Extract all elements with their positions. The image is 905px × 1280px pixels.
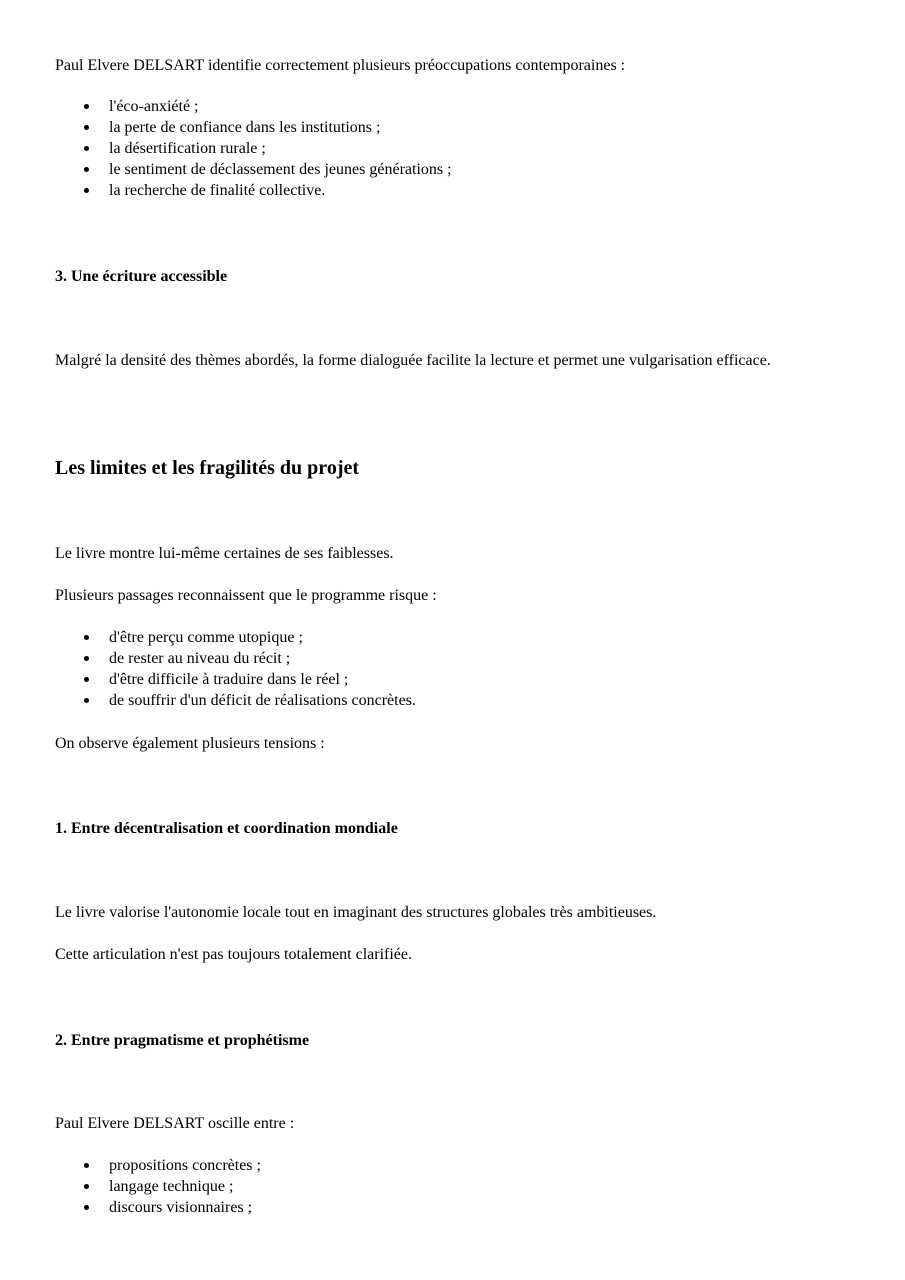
pragmatism-paragraph: Paul Elvere DELSART oscille entre : (55, 1115, 295, 1132)
list-item: la perte de confiance dans les institutions ; (55, 117, 452, 138)
bullet-icon (84, 167, 89, 172)
decentralisation-paragraph-1: Le livre valorise l'autonomie locale tout en imaginant des structures globales très ambitieuses. (55, 904, 657, 921)
section-heading-accessible: 3. Une écriture accessible (55, 268, 228, 285)
list-item: le sentiment de déclassement des jeunes générations ; (55, 159, 452, 180)
section-heading-limits: Les limites et les fragilités du projet (55, 457, 360, 479)
bullet-icon (84, 1163, 89, 1168)
section-heading-decentralisation: 1. Entre décentralisation et coordination mondiale (55, 820, 398, 837)
bullet-icon (84, 635, 89, 640)
limits-paragraph-3: On observe également plusieurs tensions : (55, 735, 325, 752)
list-item: la désertification rurale ; (55, 138, 452, 159)
list-item: l'éco-anxiété ; (55, 96, 452, 117)
bullet-icon (84, 1205, 89, 1210)
accessible-paragraph: Malgré la densité des thèmes abordés, la forme dialoguée facilite la lecture et permet une vulgarisation efficace. (55, 352, 771, 369)
section-heading-pragmatism: 2. Entre pragmatisme et prophétisme (55, 1032, 310, 1049)
intro-paragraph: Paul Elvere DELSART identifie correctement plusieurs préoccupations contemporaines : (55, 57, 626, 74)
pragmatism-list (55, 1155, 261, 1218)
concerns-list (55, 96, 452, 201)
risks-list (55, 627, 416, 711)
list-item: d'être perçu comme utopique ; (55, 627, 416, 648)
list-item: de rester au niveau du récit ; (55, 648, 416, 669)
list-item: propositions concrètes ; (55, 1155, 261, 1176)
list-item: la recherche de finalité collective. (55, 180, 452, 201)
list-item: de souffrir d'un déficit de réalisations concrètes. (55, 690, 416, 711)
limits-paragraph-2: Plusieurs passages reconnaissent que le programme risque : (55, 587, 437, 604)
bullet-icon (84, 125, 89, 130)
bullet-icon (84, 698, 89, 703)
bullet-icon (84, 188, 89, 193)
list-item: d'être difficile à traduire dans le réel ; (55, 669, 416, 690)
bullet-icon (84, 104, 89, 109)
limits-paragraph-1: Le livre montre lui-même certaines de ses faiblesses. (55, 545, 394, 562)
bullet-icon (84, 146, 89, 151)
list-item: langage technique ; (55, 1176, 261, 1197)
bullet-icon (84, 1184, 89, 1189)
bullet-icon (84, 677, 89, 682)
decentralisation-paragraph-2: Cette articulation n'est pas toujours totalement clarifiée. (55, 946, 412, 963)
list-item: discours visionnaires ; (55, 1197, 261, 1218)
bullet-icon (84, 656, 89, 661)
